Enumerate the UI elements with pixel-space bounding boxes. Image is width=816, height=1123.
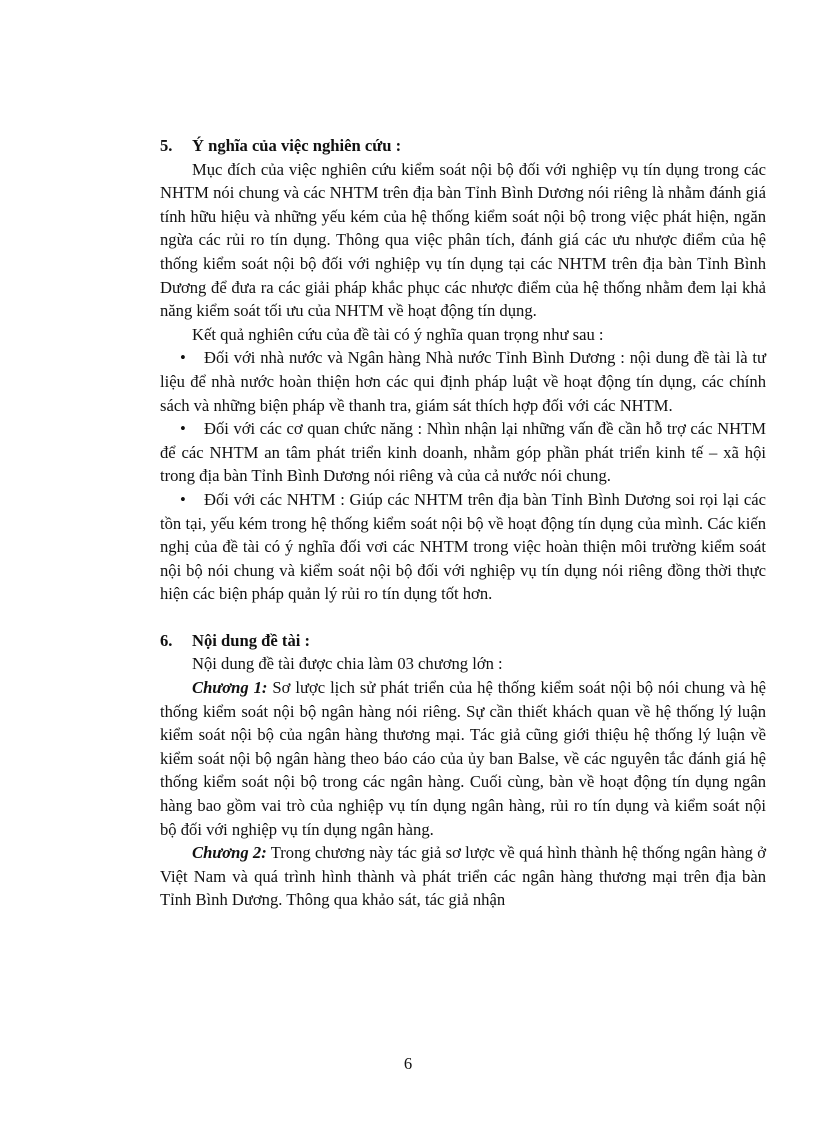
bullet-item-state-bank [160, 346, 766, 417]
chapter-1-text: Sơ lược lịch sử phát triển của hệ thống kiểm soát nội bộ nói chung và hệ thống kiểm soát nội bộ ngân hàng nói riêng. Sự cần thiết khách quan về hệ thống lý luận kiểm soát nội bộ của ngân hàng thương mại. Tác giả cũng giới thiệu hệ thống lý luận về kiểm soát nội bộ ngân hàng theo báo cáo của ủy ban Balse, về các nguyên tắc đánh giá hệ thống kiểm soát nội bộ trong các ngân hàng. Cuối cùng, bàn về hoạt động tín dụng ngân hàng bao gồm vai trò của nghiệp vụ tín dụng ngân hàng, rủi ro tín dụng và kiểm soát nội bộ đối với nghiệp vụ tín dụng ngân hàng. [160, 678, 767, 839]
section-6-heading [160, 629, 766, 653]
bullet-item-nhtm [160, 488, 766, 606]
section-5-paragraph-2: Kết quả nghiên cứu của đề tài có ý nghĩa quan trọng như sau : [192, 324, 604, 344]
chapter-1-paragraph [160, 676, 766, 841]
page-number: 6 [403, 1054, 413, 1073]
chapter-1-label: Chương 1: [192, 678, 268, 698]
bullet-text: Đối với các NHTM : Giúp các NHTM trên địa bàn Tỉnh Bình Dương soi rọi lại các tồn tại, yếu kém trong hệ thống kiểm soát nội bộ về hoạt động tín dụng của mình. Các kiến nghị của đề tài có ý nghĩa đối vơi các NHTM trong việc hoàn thiện môi trường kiểm soát nội bộ nói chung và kiểm soát nội bộ đối với nghiệp vụ tín dụng nói riêng đồng thời thực hiện các biện pháp quản lý rủi ro tín dụng tốt hơn. [160, 489, 766, 604]
bullet-text: Đối với các cơ quan chức năng : Nhìn nhận lại những vấn đề cần hỗ trợ các NHTM để các NHTM an tâm phát triển kinh doanh, nhằm góp phần phát triển kinh tế – xã hội trong địa bàn Tỉnh Bình Dương nói riêng và của cả nước nói chung. [160, 419, 766, 486]
chapter-2-text: Trong chương này tác giả sơ lược về quá hình thành hệ thống ngân hàng ở Việt Nam và quá trình hình thành và phát triển các ngân hàng thương mại trên địa bàn Tỉnh Bình Dương. Thông qua khảo sát, tác giả nhận [160, 843, 766, 910]
section-5-paragraph-1: Mục đích của việc nghiên cứu kiểm soát nội bộ đối với nghiệp vụ tín dụng trong các NHTM nói chung và các NHTM trên địa bàn Tỉnh Bình Dương nói riêng là nhằm đánh giá tính hữu hiệu và những yếu kém của hệ thống kiểm soát nội bộ trong việc phát hiện, ngăn ngừa các rủi ro tín dụng. Thông qua việc phân tích, đánh giá các ưu nhược điểm của hệ thống kiểm soát nội bộ đối với nghiệp vụ tín dụng tại các NHTM trên địa bàn Tỉnh Bình Dương để đưa ra các giải pháp khắc phục các nhược điểm của hệ thống nhằm đem lại khả năng kiểm soát tối ưu của NHTM về hoạt động tín dụng. [160, 159, 766, 321]
bullet-icon: • [180, 419, 186, 439]
chapter-2-label: Chương 2: [192, 843, 267, 863]
chapter-2-paragraph [160, 841, 766, 912]
section-6-number: 6. [160, 630, 173, 650]
bullet-item-agencies [160, 417, 766, 488]
section-spacer [160, 606, 766, 629]
bullet-text: Đối với nhà nước và Ngân hàng Nhà nước Tỉnh Bình Dương : nội dung đề tài là tư liệu để nhà nước hoàn thiện hơn các qui định pháp luật về hoạt động tín dụng, các chính sách và những biện pháp về thanh tra, giám sát thích hợp đối với các NHTM. [160, 348, 766, 415]
section-6-intro: Nội dung đề tài được chia làm 03 chương lớn : [192, 654, 503, 674]
document-page [160, 134, 766, 912]
section-5-title: Ý nghĩa của việc nghiên cứu : [192, 136, 402, 155]
bullet-icon: • [180, 489, 186, 509]
section-5-number: 5. [160, 136, 173, 155]
section-5-heading [160, 134, 766, 158]
bullet-icon: • [180, 348, 186, 368]
section-6-title: Nội dung đề tài : [192, 630, 311, 650]
